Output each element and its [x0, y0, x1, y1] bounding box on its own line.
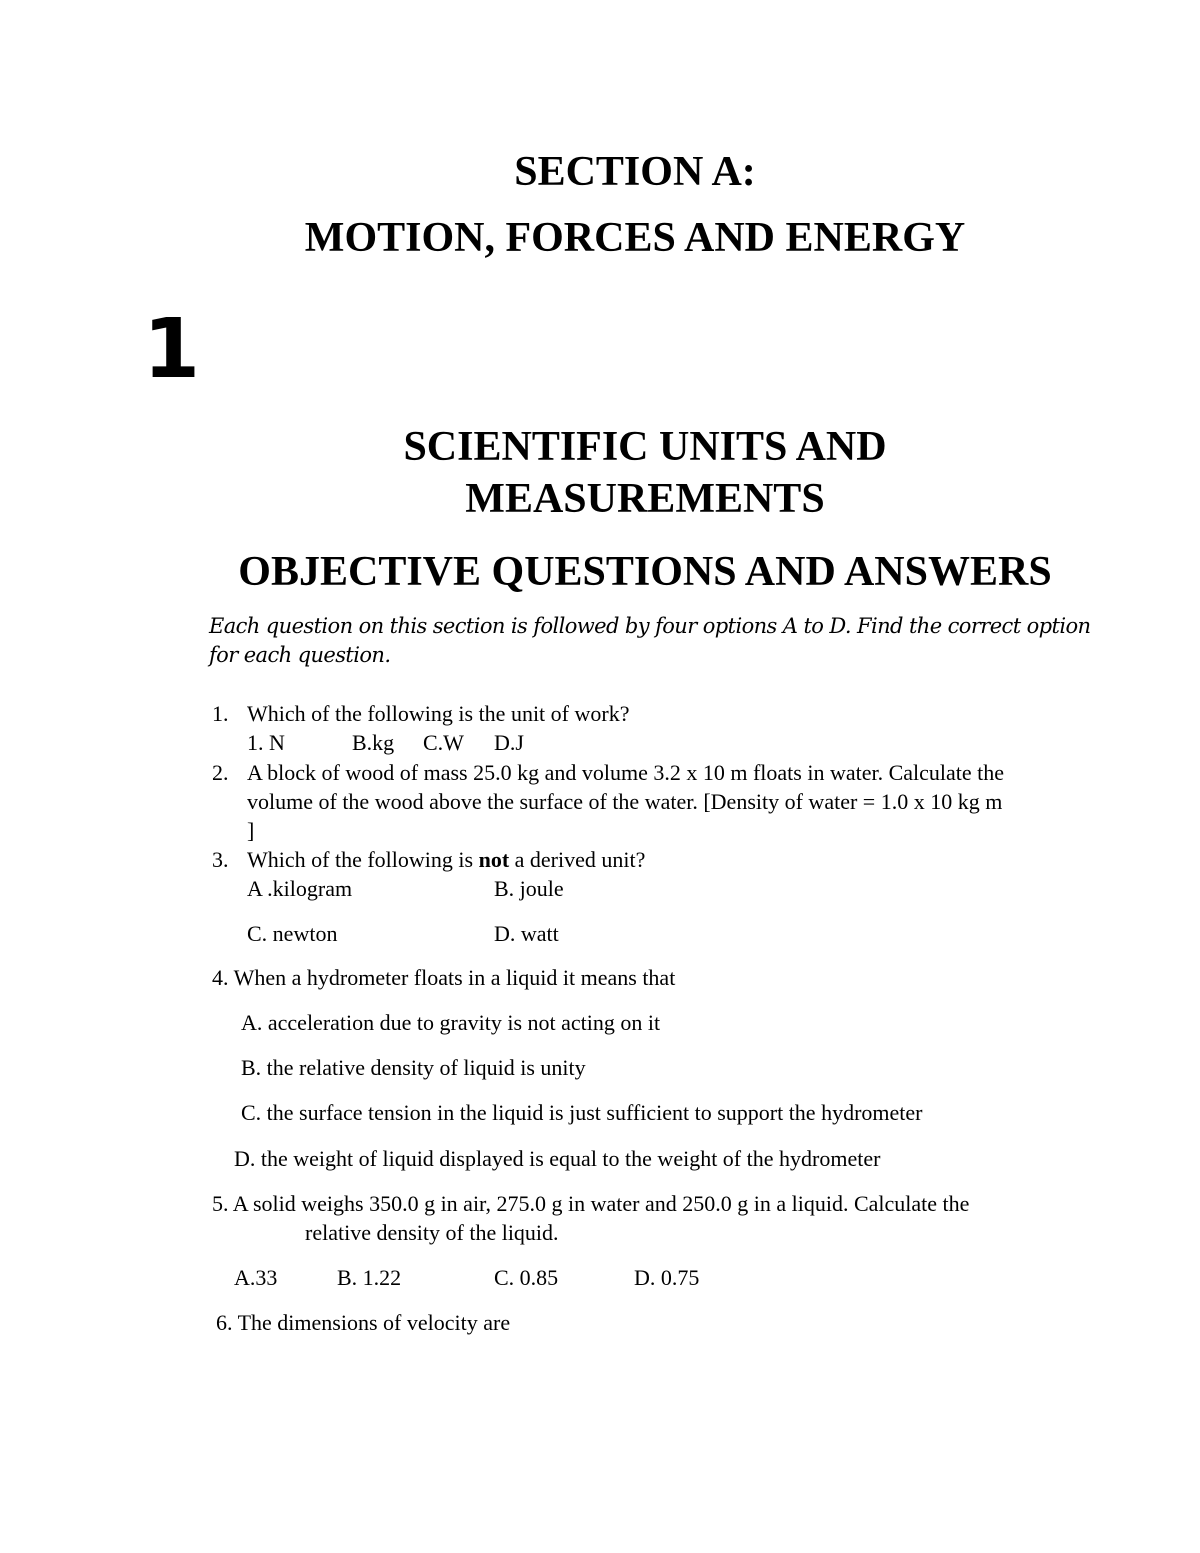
section-heading: SECTION A:: [514, 149, 756, 195]
q5-line1: 5. A solid weighs 350.0 g in air, 275.0 g in water and 250.0 g in a liquid. Calculate the: [212, 1191, 970, 1216]
q1-option-c: C.W: [423, 730, 464, 755]
q3-option-b: B. joule: [494, 876, 564, 901]
chapter-number: 1: [143, 302, 201, 397]
q5-line2: relative density of the liquid.: [305, 1220, 559, 1245]
q2-number: 2.: [212, 760, 229, 785]
q5-option-a: A.33: [234, 1265, 278, 1290]
q5-option-c: C. 0.85: [494, 1265, 559, 1290]
q6-text: 6. The dimensions of velocity are: [216, 1310, 511, 1335]
q5-option-d: D. 0.75: [634, 1265, 700, 1290]
q5-option-b: B. 1.22: [337, 1265, 402, 1290]
q1-option-b: B.kg: [352, 730, 395, 755]
q3-option-d: D. watt: [494, 921, 559, 946]
q4-option-d: D. the weight of liquid displayed is equal to the weight of the hydrometer: [234, 1146, 881, 1171]
q1-option-d: D.J: [494, 730, 524, 755]
q4-text: 4. When a hydrometer floats in a liquid it means that: [212, 965, 676, 990]
q1-text: Which of the following is the unit of work?: [247, 701, 630, 726]
topic-heading: MOTION, FORCES AND ENERGY: [304, 215, 966, 261]
q1-number: 1.: [212, 701, 229, 726]
q3-option-c: C. newton: [247, 921, 338, 946]
q3-text-after: a derived unit?: [509, 847, 646, 872]
instructions-line2: for each question.: [209, 643, 391, 667]
subtitle-heading: OBJECTIVE QUESTIONS AND ANSWERS: [238, 549, 1052, 595]
q4-option-a: A. acceleration due to gravity is not acting on it: [241, 1010, 661, 1035]
q2-line3: ]: [247, 818, 255, 843]
q3-text-bold: not: [478, 847, 510, 872]
chapter-title-line2: MEASUREMENTS: [465, 476, 825, 522]
q3-text: [247, 847, 645, 873]
q2-line2: volume of the wood above the surface of the water. [Density of water = 1.0 x 10 kg m: [247, 789, 1003, 814]
q3-option-a: A .kilogram: [247, 876, 353, 901]
chapter-title-line1: SCIENTIFIC UNITS AND: [403, 424, 887, 470]
q3-number: 3.: [212, 847, 229, 872]
q4-option-b: B. the relative density of liquid is unity: [241, 1055, 586, 1080]
instructions-line1: Each question on this section is followed by four options A to D. Find the correct option: [209, 614, 1091, 638]
q3-text-before: Which of the following is: [247, 847, 479, 872]
q2-line1: A block of wood of mass 25.0 kg and volume 3.2 x 10 m floats in water. Calculate the: [247, 760, 1005, 785]
q1-option-a: 1. N: [247, 730, 285, 755]
q4-option-c: C. the surface tension in the liquid is just sufficient to support the hydrometer: [241, 1100, 923, 1125]
